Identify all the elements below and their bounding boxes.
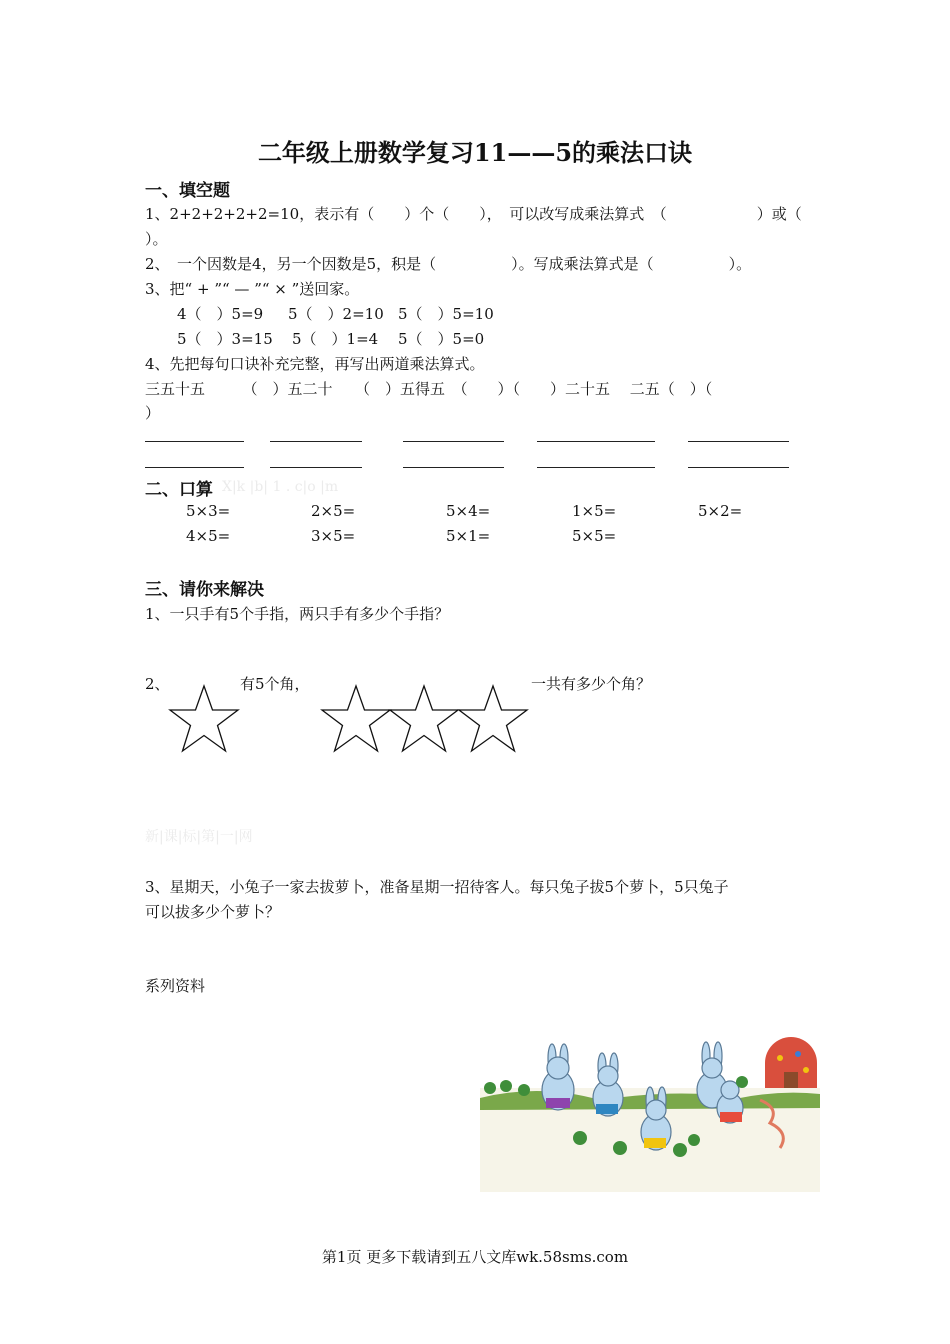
q3-row1-item-1: 4（ ）5=9 (177, 305, 264, 323)
mental-math-item: 4×5= (186, 527, 231, 545)
mental-math-item: 5×2= (698, 502, 743, 520)
watermark-text: 新|课|标|第|一|网 (145, 829, 253, 845)
problem-2-number: 2、 (145, 675, 170, 693)
mental-math-item: 5×5= (572, 527, 617, 545)
q3-row1-item-3: 5（ ）5=10 (398, 305, 494, 323)
mental-math-item: 1×5= (572, 502, 617, 520)
star-icon (386, 684, 462, 754)
problem-1: 1、一只手有5个手指，两只手有多少个手指？ (145, 605, 450, 623)
question-4-items-line-2: ） (145, 404, 161, 422)
answer-line[interactable] (537, 467, 655, 468)
problem-2-text: 有5个角， (240, 675, 310, 693)
star-icon (318, 684, 394, 754)
series-label: 系列资料 (145, 977, 206, 995)
answer-line[interactable] (403, 467, 504, 468)
question-1-line-2: ）。 (145, 230, 168, 248)
page-title: 二年级上册数学复习11——5的乘法口诀 (257, 138, 693, 167)
mental-math-item: 3×5= (311, 527, 356, 545)
mental-math-item: 5×1= (446, 527, 491, 545)
q3-row2-item-2: 5（ ）1=4 (292, 330, 379, 348)
answer-line[interactable] (537, 441, 655, 442)
q3-row2-item-1: 5（ ）3=15 (177, 330, 273, 348)
q3-row1-item-2: 5（ ）2=10 (288, 305, 384, 323)
question-2: 2、 一个因数是4，另一个因数是5，积是（ ）。写成乘法算式是（ ）。 (145, 255, 752, 273)
question-1-line-1: 1、2+2+2+2+2=10，表示有（ ）个（ ）， 可以改写成乘法算式 （ ）或（ (145, 205, 802, 223)
star-icon (166, 684, 242, 754)
watermark-text: X|k |b| 1 . c|o |m (222, 479, 339, 495)
section-1-heading: 一、填空题 (145, 181, 230, 201)
page-footer: 第1页 更多下载请到五八文库wk.58sms.com (321, 1248, 629, 1266)
star-icon (455, 684, 531, 754)
rabbits-illustration (480, 1028, 820, 1192)
answer-line[interactable] (145, 441, 244, 442)
answer-line[interactable] (688, 441, 789, 442)
section-2-heading: 二、口算 (145, 480, 213, 500)
problem-2-question: 一共有多少个角？ (531, 675, 652, 693)
q3-row2-item-3: 5（ ）5=0 (398, 330, 485, 348)
question-4-items-line-1: 三五十五 （ ）五二十 （ ）五得五 （ ）（ ）二十五 二五（ ）（ (145, 380, 713, 398)
answer-line[interactable] (270, 441, 362, 442)
answer-line[interactable] (688, 467, 789, 468)
mental-math-item: 2×5= (311, 502, 356, 520)
question-4: 4、先把每句口诀补充完整，再写出两道乘法算式。 (145, 355, 485, 373)
section-3-heading: 三、请你来解决 (145, 580, 264, 600)
mental-math-item: 5×3= (186, 502, 231, 520)
answer-line[interactable] (270, 467, 362, 468)
answer-line[interactable] (403, 441, 504, 442)
question-3: 3、把“ + ”“ — ”“ × ”送回家。 (145, 280, 360, 298)
mental-math-item: 5×4= (446, 502, 491, 520)
problem-3-line-2: 可以拔多少个萝卜？ (145, 903, 281, 921)
problem-3-line-1: 3、星期天，小兔子一家去拔萝卜，准备星期一招待客人。每只兔子拔5个萝卜，5只兔子 (145, 878, 729, 896)
answer-line[interactable] (145, 467, 244, 468)
